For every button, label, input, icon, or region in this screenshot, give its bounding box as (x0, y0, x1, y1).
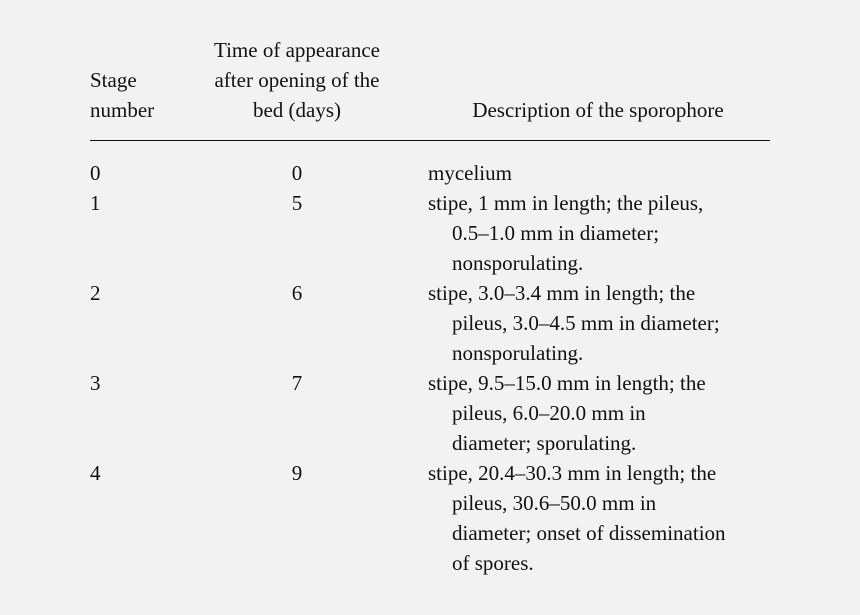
stage-number-cell: 0 (90, 161, 101, 185)
description-line: nonsporulating. (452, 251, 584, 275)
description-cell (428, 278, 784, 368)
description-line: 0.5–1.0 mm in diameter; (452, 221, 660, 245)
table-row (90, 188, 770, 278)
header-stage-line: Stage (90, 68, 137, 92)
description-cell (428, 458, 784, 578)
description-cell (428, 368, 784, 458)
time-of-appearance-cell: 7 (291, 371, 303, 395)
description-line: stipe, 3.0–3.4 mm in length; the (428, 281, 696, 305)
description-line: pileus, 3.0–4.5 mm in diameter; (452, 311, 720, 335)
table-body (90, 141, 770, 578)
description-line: nonsporulating. (452, 341, 584, 365)
description-line: pileus, 30.6–50.0 mm in (452, 491, 657, 515)
description-line: diameter; onset of dissemination (452, 521, 726, 545)
table-row (90, 368, 770, 458)
time-of-appearance-cell: 9 (291, 461, 303, 485)
description-line: mycelium (428, 161, 512, 185)
time-of-appearance-cell: 0 (291, 161, 303, 185)
time-of-appearance-cell: 5 (291, 191, 303, 215)
header-time-line: bed (days) (252, 98, 342, 122)
table-row (90, 278, 770, 368)
header-description: Description of the sporophore (472, 98, 724, 122)
header-stage-number (90, 65, 154, 125)
table-row (90, 458, 770, 578)
header-time-of-appearance (190, 35, 404, 125)
table-row (90, 158, 770, 188)
sporophore-stage-table (90, 34, 770, 578)
stage-number-cell: 4 (90, 461, 101, 485)
description-line: stipe, 20.4–30.3 mm in length; the (428, 461, 717, 485)
header-time-line: Time of appearance (214, 38, 380, 62)
description-line: stipe, 9.5–15.0 mm in length; the (428, 371, 706, 395)
header-time-line: after opening of the (214, 68, 380, 92)
stage-number-cell: 2 (90, 281, 101, 305)
description-cell (428, 158, 784, 188)
header-stage-line: number (90, 98, 155, 122)
description-line: diameter; sporulating. (452, 431, 637, 455)
stage-number-cell: 3 (90, 371, 101, 395)
description-line: of spores. (452, 551, 534, 575)
stage-number-cell: 1 (90, 191, 101, 215)
description-line: stipe, 1 mm in length; the pileus, (428, 191, 704, 215)
description-cell (428, 188, 784, 278)
table-header (90, 34, 770, 140)
time-of-appearance-cell: 6 (291, 281, 303, 305)
description-line: pileus, 6.0–20.0 mm in (452, 401, 646, 425)
